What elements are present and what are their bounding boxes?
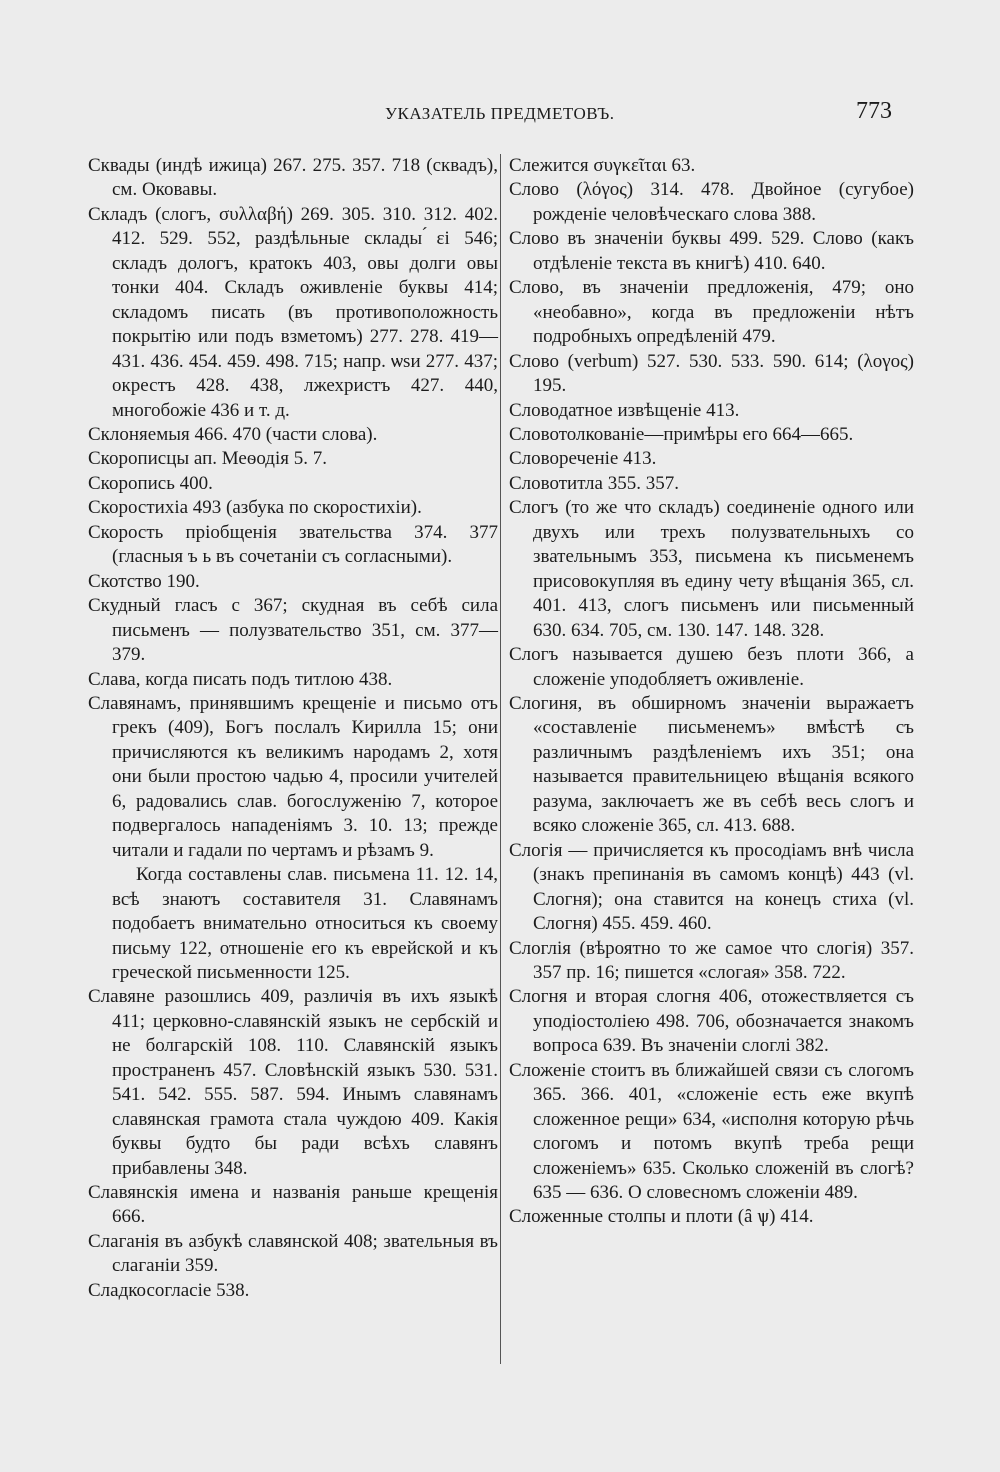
index-entry: Славянскія имена и названія раньше крещенія 666.	[88, 1182, 498, 1228]
index-entry: Сложенные столпы и плоти (ȃ ѱ) 414.	[509, 1206, 814, 1228]
index-entry: Скотство 190.	[88, 570, 200, 592]
index-entry: Скудный гласъ с 367; скудная въ себѣ сила письменъ — полузвательство 351, см. 377—379.	[88, 595, 498, 666]
index-entry: Сладкосогласіе 538.	[88, 1279, 250, 1301]
index-entry: Слогиня, въ обширномъ значеніи выражаетъ «составленіе письменемъ» вмѣстѣ съ различнымъ раздѣленіемъ ихъ 351; она называется правительницею вѣщанія всякого разума, заключаетъ же въ себѣ весь слогъ и всяко сложеніе 365, сл. 413. 688.	[509, 692, 914, 837]
index-entry: Склоняемыя 466. 470 (части слова).	[88, 423, 378, 445]
index-entry: Скоростихіа 493 (азбука по скоростихіи).	[88, 497, 422, 519]
index-entry: Слово (λόγος) 314. 478. Двойное (сугубое) рожденіе человѣческаго слова 388.	[509, 179, 914, 225]
index-entry: Слогія — причисляется къ просодіамъ внѣ числа (знакъ препинанія въ самомъ концѣ) 443 (vl. Слогня); она ставится на конецъ стиха (vl. Слогня) 455. 459. 460.	[509, 839, 914, 935]
index-entry-continuation: Когда составлены слав. письмена 11. 12. 14, всѣ знаютъ составителя 31. Славянамъ подобаетъ внимательно относиться къ своему письму 122, отношеніе его къ еврейской и къ греческой письменности 125.	[112, 864, 498, 983]
index-entry: Сквады (индѣ ижица) 267. 275. 357. 718 (сквадъ), см. Оковавы.	[88, 155, 498, 201]
index-entry: Скоропись 400.	[88, 472, 213, 494]
index-entry: Слежится συγκεῖται 63.	[509, 155, 696, 176]
index-entry: Слаганія въ азбукѣ славянской 408; звательныя въ слаганіи 359.	[88, 1230, 498, 1277]
index-entry: Сложеніе стоитъ въ ближайшей связи съ слогомъ 365. 366. 401, «сложеніе есть еже вкупѣ сложенное рещи» 634, «исполня которую рѣчь слогомъ и потомъ вкупѣ треба рещи сложеніемъ» 635. Сколько сложеній въ слогѣ? 635 — 636. О словесномъ сложеніи 489.	[509, 1059, 914, 1204]
index-entry: Складъ (слогъ, συλλαβή) 269. 305. 310. 312. 402. 412. 529. 552, раздѣльные склады ́εi 546; складъ дологъ, кратокъ 403, овы долги овы тонки 404. Складъ оживленіе буквы 414; складомъ писать (въ противоположность покрытію или подъ взметомъ) 277. 278. 419—431. 436. 454. 459. 498. 715; напр. ѡѕи 277. 437; окрестъ 428. 438, лжехристъ 427. 440, многобожіе 436 и т. д.	[88, 203, 498, 421]
index-entry: Слово въ значеніи буквы 499. 529. Слово (какъ отдѣленіе текста въ книгѣ) 410. 640.	[509, 228, 914, 274]
index-column-left	[88, 154, 498, 1303]
index-entry: Слогня и вторая слогня 406, отожествляется съ уподіостоліею 498. 706, обозначается знакомъ вопроса 639. Въ значеніи слоглі 382.	[509, 986, 914, 1057]
index-entry: Слово, въ значеніи предложенія, 479; оно «необавно», когда въ предложеніи нѣтъ подробныхъ опредѣленій 479.	[509, 277, 914, 348]
page-number: 773	[856, 98, 892, 124]
index-entry: Скорописцы ап. Меѳодія 5. 7.	[88, 448, 327, 470]
index-entry: Скорость пріобщенія звательства 374. 377 (гласныя ъ ь въ сочетаніи съ согласными).	[88, 521, 498, 568]
index-entry: Слогъ называется душею безъ плоти 366, а сложеніе уподобляетъ оживленіе.	[509, 644, 914, 690]
index-entry: Словотитла 355. 357.	[509, 472, 679, 494]
index-entry: Словотолкованіе—примѣры его 664—665.	[509, 423, 854, 445]
index-entry: Слово (verbum) 527. 530. 533. 590. 614; (λογος) 195.	[509, 350, 914, 397]
index-column-right	[509, 154, 914, 1230]
index-entry: Слоглія (вѣроятно то же самое что слогія) 357. 357 пр. 16; пишется «слогая» 358. 722.	[509, 937, 914, 983]
index-entry: Славяне разошлись 409, различія въ ихъ языкѣ 411; церковно-славянскій языкъ не сербскій и не болгарскій 108. 110. Славянскій языкъ пространенъ 457. Словѣнскій языкъ 530. 531. 541. 542. 555. 587. 594. Инымъ славянамъ славянская грамота стала чуждою 409. Какія буквы будто бы ради всѣхъ славянъ прибавлены 348.	[88, 986, 498, 1179]
index-entry: Славянамъ, принявшимъ крещеніе и письмо отъ грекъ (409), Богъ послалъ Кирилла 15; они причисляются къ великимъ народамъ 2, хотя они были простою чадью 4, просили учителей 6, радовались слав. богослуженію 7, которое подвергалось нападеніямъ 3. 10. 13; прежде читали и гадали по чертамъ и рѣзамъ 9.	[88, 692, 498, 861]
index-entry: Слава, когда писать подъ титлою 438.	[88, 668, 393, 690]
index-entry: Словореченіе 413.	[509, 448, 657, 470]
index-entry: Слогъ (то же что складъ) соединеніе одного или двухъ или трехъ полузвательныхъ со звательнымъ 353, письмена къ письменемъ присовокупляя въ едину чету вѣщанія 365, сл. 401. 413, слогъ письменъ или письменный 630. 634. 705, см. 130. 147. 148. 328.	[509, 497, 914, 641]
index-entry: Словодатное извѣщеніе 413.	[509, 399, 740, 421]
running-head: УКАЗАТЕЛЬ ПРЕДМЕТОВЪ.	[385, 104, 615, 123]
column-divider	[500, 154, 501, 1364]
